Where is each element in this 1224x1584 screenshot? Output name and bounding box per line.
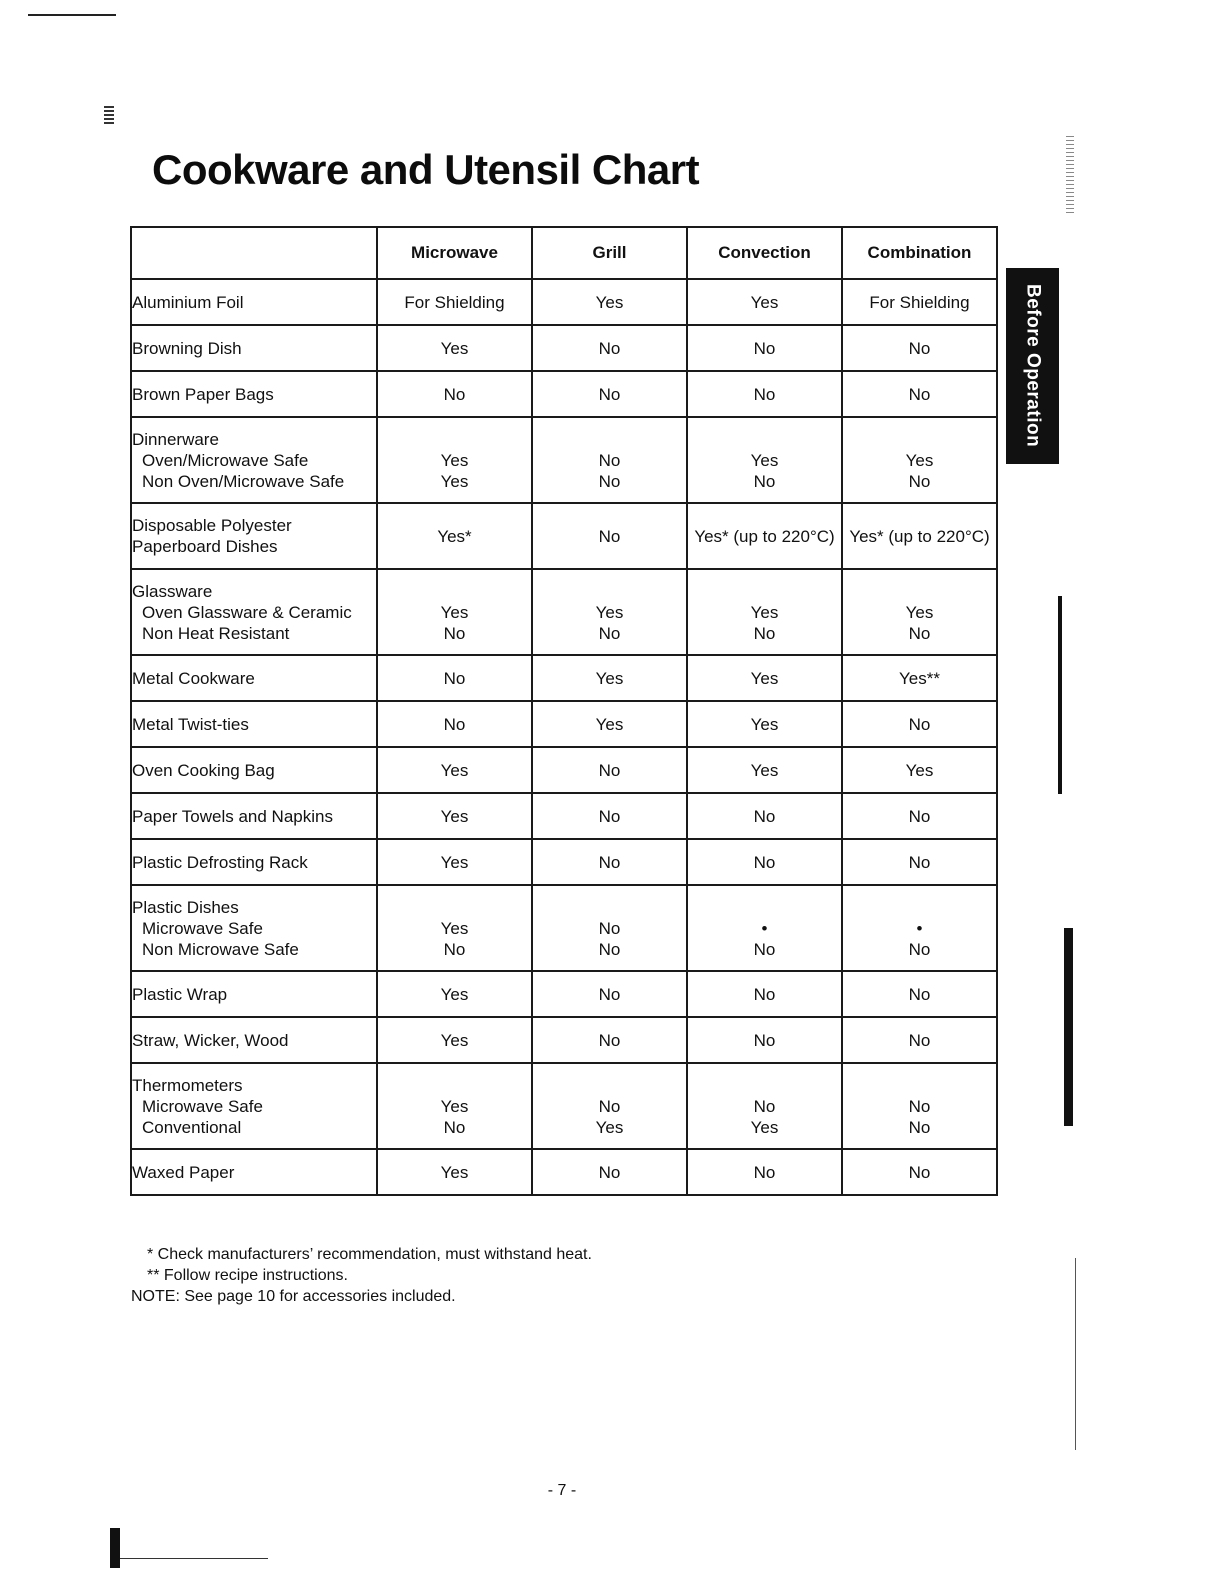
cell-grill: Yes	[532, 655, 687, 701]
item-name: Metal Twist-ties	[131, 701, 377, 747]
cell-convection	[687, 1063, 842, 1149]
item-name: Oven Cooking Bag	[131, 747, 377, 793]
footnote-single-asterisk: * Check manufacturers’ recommendation, must withstand heat.	[147, 1246, 592, 1263]
header-convection: Convection	[687, 227, 842, 279]
cell-combination: Yes* (up to 220°C)	[842, 503, 997, 569]
cell-microwave	[377, 417, 532, 503]
cell-value: Yes	[440, 1096, 469, 1116]
header-combination: Combination	[842, 227, 997, 279]
cell-combination	[842, 417, 997, 503]
item-name: Paperboard Dishes	[132, 537, 278, 556]
table-row	[131, 885, 997, 971]
cell-grill: No	[532, 747, 687, 793]
table-row	[131, 417, 997, 503]
cell-convection: No	[687, 971, 842, 1017]
corner-mark	[104, 106, 114, 124]
margin-bar	[1064, 928, 1073, 1126]
subitem-label: Conventional	[142, 1117, 242, 1137]
subitem-label: Oven Glassware & Ceramic	[142, 602, 352, 622]
cell-value: No	[753, 623, 776, 643]
cell-value: Yes	[750, 1117, 779, 1137]
cell-value: Yes	[440, 471, 469, 491]
item-name: Brown Paper Bags	[131, 371, 377, 417]
cell-value: No	[598, 623, 621, 643]
cell-value: No	[908, 939, 931, 959]
cell-value: Yes	[750, 450, 779, 470]
subitem-label: Microwave Safe	[142, 918, 263, 938]
table-row	[131, 971, 997, 1017]
cell-combination: No	[842, 1149, 997, 1195]
table-row	[131, 569, 997, 655]
cell-combination	[842, 1063, 997, 1149]
cell-microwave	[377, 569, 532, 655]
subitem-label: Microwave Safe	[142, 1096, 263, 1116]
cell-microwave: Yes	[377, 839, 532, 885]
item-name: Waxed Paper	[131, 1149, 377, 1195]
footnote-double-asterisk: ** Follow recipe instructions.	[147, 1267, 348, 1284]
table-row	[131, 1017, 997, 1063]
cell-microwave: No	[377, 655, 532, 701]
header-microwave: Microwave	[377, 227, 532, 279]
cell-value: No	[598, 1096, 621, 1116]
cell-convection	[687, 417, 842, 503]
table-row	[131, 503, 997, 569]
section-tab-label: Before Operation	[1022, 284, 1044, 448]
cell-grill: No	[532, 1149, 687, 1195]
cell-convection: Yes	[687, 655, 842, 701]
cell-value: No	[753, 939, 776, 959]
cell-grill	[532, 569, 687, 655]
margin-bar	[1058, 596, 1062, 794]
subitem-label: Non Microwave Safe	[142, 939, 299, 959]
cell-grill: No	[532, 325, 687, 371]
cell-grill: Yes	[532, 279, 687, 325]
item-name: Paper Towels and Napkins	[131, 793, 377, 839]
item-group	[131, 1063, 377, 1149]
table-row	[131, 655, 997, 701]
cell-convection: No	[687, 325, 842, 371]
cell-value: No	[753, 471, 776, 491]
table-row	[131, 1149, 997, 1195]
cell-value: No	[908, 623, 931, 643]
cell-value: Yes	[750, 602, 779, 622]
cell-value: Yes	[440, 602, 469, 622]
cell-combination: No	[842, 1017, 997, 1063]
subitem-label: Oven/Microwave Safe	[142, 450, 309, 470]
cell-value: Yes	[905, 602, 934, 622]
cell-value: Yes	[595, 602, 624, 622]
cell-convection: No	[687, 1017, 842, 1063]
footnotes	[131, 1244, 592, 1307]
note: NOTE: See page 10 for accessories included.	[131, 1288, 456, 1305]
cell-value: No	[753, 1096, 776, 1116]
table-row	[131, 325, 997, 371]
table-row	[131, 793, 997, 839]
cell-microwave: Yes	[377, 1017, 532, 1063]
cell-grill: Yes	[532, 701, 687, 747]
item-name: Plastic Defrosting Rack	[131, 839, 377, 885]
cell-value: No	[908, 471, 931, 491]
table-row	[131, 1063, 997, 1149]
cell-value: No	[908, 1117, 931, 1137]
cell-value: No	[443, 939, 466, 959]
cell-grill: No	[532, 371, 687, 417]
cell-value: No	[443, 623, 466, 643]
section-tab	[1006, 268, 1059, 464]
cell-value: No	[598, 939, 621, 959]
cell-microwave: Yes	[377, 325, 532, 371]
cell-convection: Yes* (up to 220°C)	[687, 503, 842, 569]
cell-microwave: Yes	[377, 1149, 532, 1195]
table-row	[131, 371, 997, 417]
item-name: Plastic Wrap	[131, 971, 377, 1017]
cell-grill: No	[532, 503, 687, 569]
cell-value: No	[443, 1117, 466, 1137]
cell-convection: No	[687, 1149, 842, 1195]
cell-combination: No	[842, 971, 997, 1017]
item-name: Metal Cookware	[131, 655, 377, 701]
item-name: Straw, Wicker, Wood	[131, 1017, 377, 1063]
item-name: Glassware	[132, 581, 213, 601]
page-number: - 7 -	[547, 1482, 577, 1499]
cell-convection: Yes	[687, 279, 842, 325]
cell-microwave: For Shielding	[377, 279, 532, 325]
cell-value: •	[916, 918, 923, 938]
item-group	[131, 569, 377, 655]
cell-microwave: Yes	[377, 747, 532, 793]
cell-combination: No	[842, 371, 997, 417]
table-row	[131, 839, 997, 885]
cell-microwave: No	[377, 701, 532, 747]
item-group	[131, 885, 377, 971]
cell-convection: No	[687, 371, 842, 417]
cell-combination: No	[842, 839, 997, 885]
header-corner	[131, 227, 377, 279]
item-group	[131, 503, 377, 569]
item-name: Browning Dish	[131, 325, 377, 371]
margin-bar	[1075, 1258, 1076, 1450]
table-row	[131, 747, 997, 793]
subitem-label: Non Heat Resistant	[142, 623, 290, 643]
cell-grill: No	[532, 839, 687, 885]
cell-grill	[532, 417, 687, 503]
cell-value: Yes	[440, 918, 469, 938]
cell-value: Yes	[595, 1117, 624, 1137]
cell-value: No	[598, 450, 621, 470]
cell-microwave	[377, 885, 532, 971]
cell-combination: For Shielding	[842, 279, 997, 325]
table-row	[131, 701, 997, 747]
cell-combination: Yes	[842, 747, 997, 793]
page-title: Cookware and Utensil Chart	[152, 146, 700, 193]
corner-line	[120, 1558, 268, 1559]
cell-value: •	[761, 918, 768, 938]
cell-value: No	[598, 471, 621, 491]
header-grill: Grill	[532, 227, 687, 279]
cell-microwave: Yes*	[377, 503, 532, 569]
cell-grill	[532, 1063, 687, 1149]
cell-grill	[532, 885, 687, 971]
cell-grill: No	[532, 971, 687, 1017]
scan-speckle	[1066, 135, 1074, 213]
cell-microwave	[377, 1063, 532, 1149]
item-name: Dinnerware	[132, 429, 219, 449]
header-row	[131, 227, 997, 279]
cell-combination: Yes**	[842, 655, 997, 701]
item-name: Disposable Polyester	[132, 516, 292, 535]
cell-combination: No	[842, 325, 997, 371]
cell-combination: No	[842, 701, 997, 747]
item-name: Aluminium Foil	[131, 279, 377, 325]
cell-combination: No	[842, 793, 997, 839]
cell-convection: No	[687, 793, 842, 839]
cell-combination	[842, 569, 997, 655]
item-group	[131, 417, 377, 503]
subitem-label: Non Oven/Microwave Safe	[142, 471, 345, 491]
cookware-chart	[130, 226, 998, 1196]
cell-convection: No	[687, 839, 842, 885]
cell-convection	[687, 885, 842, 971]
cell-microwave: No	[377, 371, 532, 417]
cell-combination	[842, 885, 997, 971]
table-row	[131, 279, 997, 325]
cell-value: Yes	[440, 450, 469, 470]
cell-microwave: Yes	[377, 971, 532, 1017]
cell-convection	[687, 569, 842, 655]
cell-convection: Yes	[687, 701, 842, 747]
cell-value: No	[598, 918, 621, 938]
cell-value: No	[908, 1096, 931, 1116]
cell-grill: No	[532, 1017, 687, 1063]
item-name: Plastic Dishes	[132, 897, 239, 917]
item-name: Thermometers	[132, 1075, 243, 1095]
corner-mark	[110, 1528, 120, 1568]
cell-convection: Yes	[687, 747, 842, 793]
corner-line	[28, 14, 116, 16]
cell-grill: No	[532, 793, 687, 839]
cell-microwave: Yes	[377, 793, 532, 839]
cell-value: Yes	[905, 450, 934, 470]
